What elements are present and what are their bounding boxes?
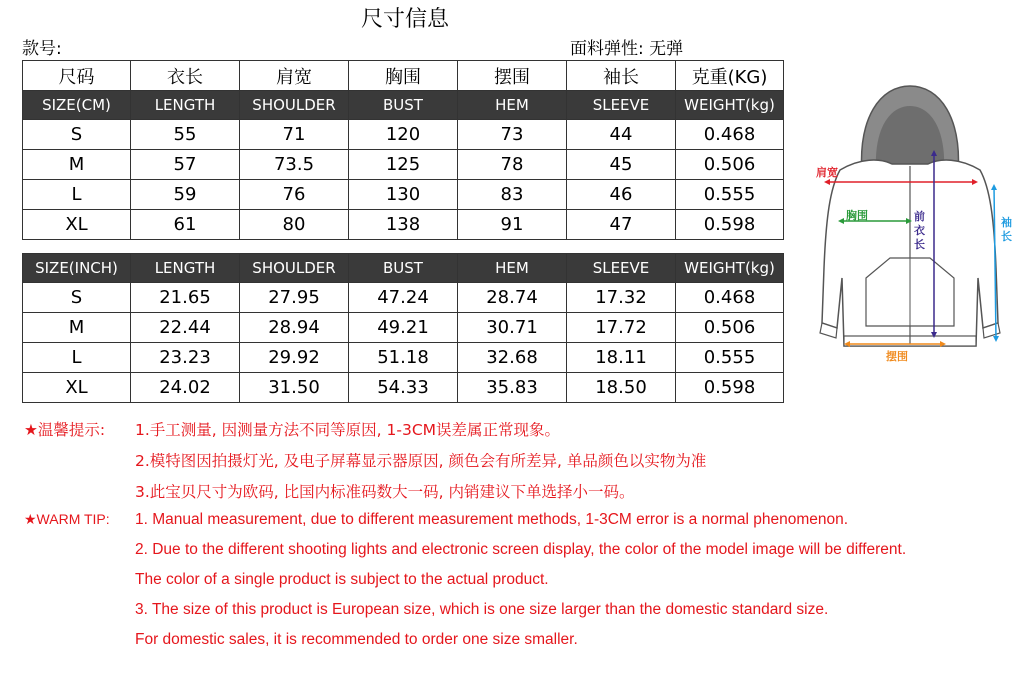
table-cell: XL	[23, 373, 131, 403]
table-cell: 0.598	[676, 373, 784, 403]
table-row	[23, 120, 784, 150]
table-cell: 28.74	[458, 283, 567, 313]
table-cell: 29.92	[240, 343, 349, 373]
tip-label-en: ★WARM TIP:	[24, 511, 110, 527]
tip-en-line: The color of a single product is subject to the actual product.	[135, 571, 549, 588]
header-cell: 袖长	[567, 61, 676, 91]
header-cell: SLEEVE	[567, 254, 676, 283]
length-label-1: 前	[914, 210, 925, 223]
table-cell: 31.50	[240, 373, 349, 403]
hoodie-illustration	[800, 78, 1024, 378]
table-header-row-en	[23, 91, 784, 120]
table-cell: 0.555	[676, 180, 784, 210]
table-cell: XL	[23, 210, 131, 240]
table-row	[23, 373, 784, 403]
table-cell: 0.468	[676, 283, 784, 313]
table-cell: 18.11	[567, 343, 676, 373]
table-cell: 23.23	[131, 343, 240, 373]
table-cell: 46	[567, 180, 676, 210]
table-cell: 54.33	[349, 373, 458, 403]
table-row	[23, 313, 784, 343]
header-cell: SIZE(CM)	[23, 91, 131, 120]
sleeve-label-2: 长	[1001, 230, 1012, 243]
header-cell: LENGTH	[131, 254, 240, 283]
table-cell: M	[23, 313, 131, 343]
size-table-cm	[22, 60, 784, 240]
table-cell: 32.68	[458, 343, 567, 373]
table-cell: 22.44	[131, 313, 240, 343]
table-cell: 0.598	[676, 210, 784, 240]
table-cell: 73.5	[240, 150, 349, 180]
header-cell: WEIGHT(kg)	[676, 254, 784, 283]
sleeve-label-1: 袖	[1001, 216, 1012, 229]
table-cell: 130	[349, 180, 458, 210]
header-cell: 尺码	[23, 61, 131, 91]
length-label-2: 衣	[914, 224, 925, 237]
table-cell: M	[23, 150, 131, 180]
header-cell: SIZE(INCH)	[23, 254, 131, 283]
table-cell: 27.95	[240, 283, 349, 313]
table-row	[23, 150, 784, 180]
shoulder-label: 肩宽	[816, 166, 838, 179]
table-cell: 30.71	[458, 313, 567, 343]
table-row	[23, 343, 784, 373]
header-cell: 胸围	[349, 61, 458, 91]
table-cell: 17.32	[567, 283, 676, 313]
header-cell: SHOULDER	[240, 254, 349, 283]
table-cell: 57	[131, 150, 240, 180]
table-cell: 73	[458, 120, 567, 150]
length-label-3: 长	[914, 238, 925, 251]
header-cell: WEIGHT(kg)	[676, 91, 784, 120]
table-cell: 51.18	[349, 343, 458, 373]
table-cell: 76	[240, 180, 349, 210]
table-cell: 47.24	[349, 283, 458, 313]
table-cell: 24.02	[131, 373, 240, 403]
table-cell: 18.50	[567, 373, 676, 403]
header-cell: 衣长	[131, 61, 240, 91]
table-cell: 44	[567, 120, 676, 150]
tip-en-line: 1. Manual measurement, due to different measurement methods, 1-3CM error is a normal phenomenon.	[135, 511, 849, 528]
table-header-row-en	[23, 254, 784, 283]
hoodie-measurement-diagram	[800, 78, 1024, 378]
header-cell: BUST	[349, 91, 458, 120]
bust-label: 胸围	[846, 209, 868, 222]
table-cell: 59	[131, 180, 240, 210]
table-cell: 0.555	[676, 343, 784, 373]
table-row	[23, 210, 784, 240]
table-cell: 0.468	[676, 120, 784, 150]
table-cell: 55	[131, 120, 240, 150]
table-cell: S	[23, 283, 131, 313]
header-cell: HEM	[458, 91, 567, 120]
tip-label-cn: ★温馨提示:	[24, 421, 106, 439]
tip-en-line: For domestic sales, it is recommended to order one size smaller.	[135, 631, 578, 648]
table-cell: 138	[349, 210, 458, 240]
table-cell: 35.83	[458, 373, 567, 403]
tip-en-line: 3. The size of this product is European size, which is one size larger than the domestic standard size.	[135, 601, 829, 618]
header-cell: 摆围	[458, 61, 567, 91]
table-header-row-cn	[23, 61, 784, 91]
table-cell: 0.506	[676, 150, 784, 180]
header-cell: BUST	[349, 254, 458, 283]
table-cell: 61	[131, 210, 240, 240]
tip-cn-line: 1.手工测量, 因测量方法不同等原因, 1-3CM误差属正常现象。	[135, 421, 561, 439]
table-cell: 21.65	[131, 283, 240, 313]
style-number-label: 款号:	[22, 39, 62, 59]
tip-cn-line: 3.此宝贝尺寸为欧码, 比国内标准码数大一码, 内销建议下单选择小一码。	[135, 483, 635, 501]
header-cell: 克重(KG)	[676, 61, 784, 91]
fabric-elasticity: 面料弹性: 无弹	[570, 39, 684, 59]
header-cell: HEM	[458, 254, 567, 283]
table-cell: 125	[349, 150, 458, 180]
tip-en-line: 2. Due to the different shooting lights and electronic screen display, the color of the model image will be different.	[135, 541, 907, 558]
hem-label: 摆围	[886, 350, 908, 363]
table-cell: 71	[240, 120, 349, 150]
table-cell: 28.94	[240, 313, 349, 343]
table-cell: 78	[458, 150, 567, 180]
table-row	[23, 180, 784, 210]
table-cell: 47	[567, 210, 676, 240]
table-cell: 91	[458, 210, 567, 240]
table-cell: L	[23, 343, 131, 373]
tip-cn-line: 2.模特图因拍摄灯光, 及电子屏幕显示器原因, 颜色会有所差异, 单品颜色以实物为准	[135, 452, 707, 470]
table-cell: 17.72	[567, 313, 676, 343]
table-cell: 49.21	[349, 313, 458, 343]
header-cell: SLEEVE	[567, 91, 676, 120]
table-cell: 120	[349, 120, 458, 150]
header-cell: LENGTH	[131, 91, 240, 120]
header-cell: SHOULDER	[240, 91, 349, 120]
page-title: 尺寸信息	[360, 7, 449, 32]
table-cell: 0.506	[676, 313, 784, 343]
table-cell: 83	[458, 180, 567, 210]
table-cell: S	[23, 120, 131, 150]
table-cell: 80	[240, 210, 349, 240]
table-cell: L	[23, 180, 131, 210]
table-row	[23, 283, 784, 313]
size-table-inch	[22, 253, 784, 403]
table-cell: 45	[567, 150, 676, 180]
header-cell: 肩宽	[240, 61, 349, 91]
